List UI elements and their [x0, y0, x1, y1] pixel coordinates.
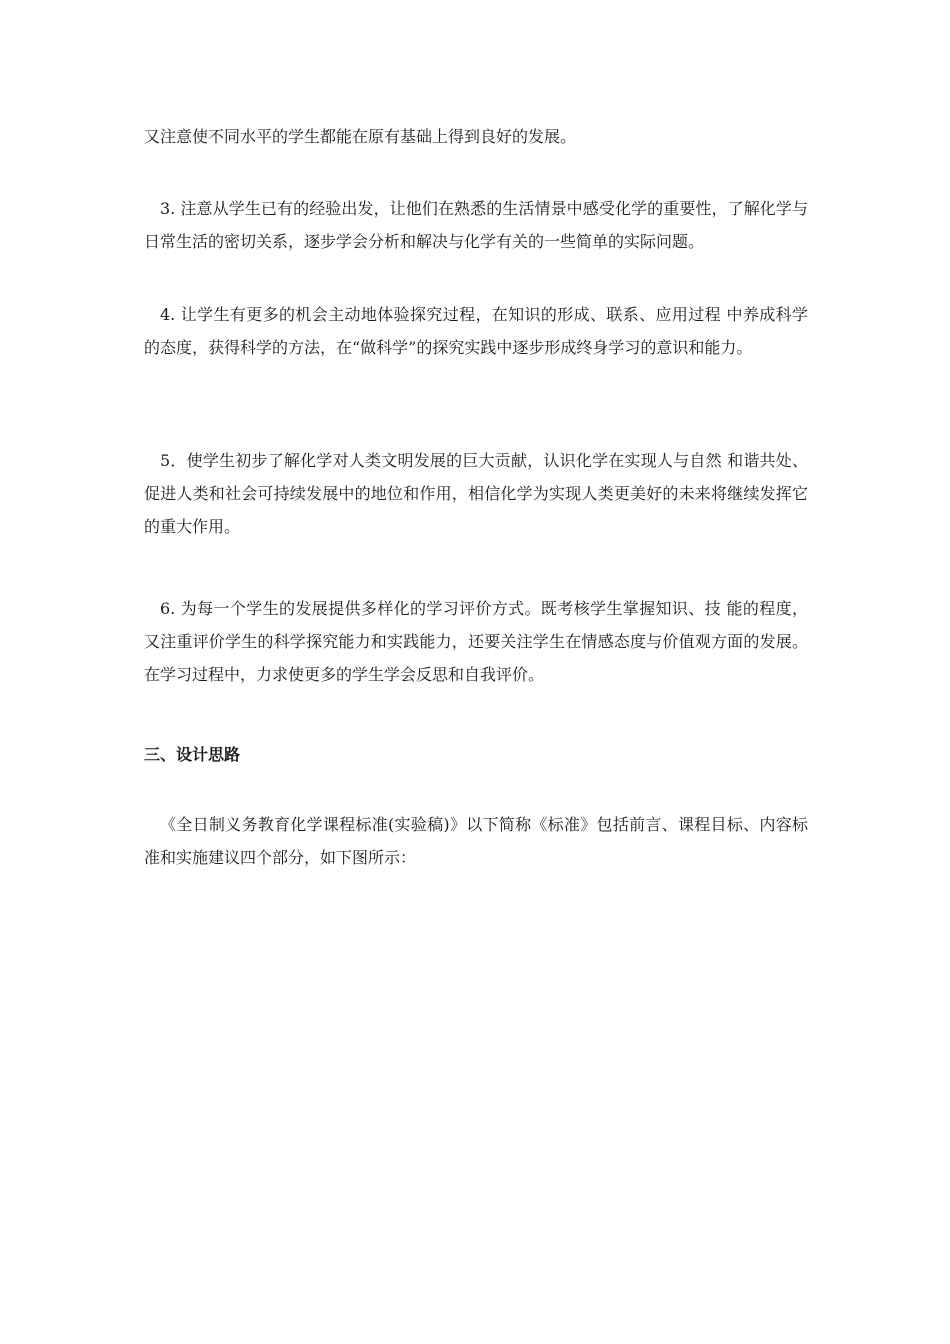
section-body-paragraph: 《全日制义务教育化学课程标准(实验稿)》以下简称《标准》包括前言、课程目标、内容标准和实施建议四个部分，如下图所示：	[144, 815, 808, 867]
item-paragraph-4: 4. 让学生有更多的机会主动地体验探究过程，在知识的形成、联系、应用过程 中养成科学的态度，获得科学的方法，在“做科学”的探究实践中逐步形成终身学习的意识和能力。	[144, 305, 808, 357]
item-paragraph-5: 5．使学生初步了解化学对人类文明发展的巨大贡献，认识化学在实现人与自然 和谐共处、促进人类和社会可持续发展中的地位和作用，相信化学为实现人类更美好的未来将继续发挥它的重大作用。	[144, 451, 808, 536]
section-heading: 三、设计思路	[144, 745, 241, 764]
item-paragraph-3: 3. 注意从学生已有的经验出发，让他们在熟悉的生活情景中感受化学的重要性，了解化学与日常生活的密切关系，逐步学会分析和解决与化学有关的一些简单的实际问题。	[144, 199, 808, 251]
item-paragraph-6: 6. 为每一个学生的发展提供多样化的学习评价方式。既考核学生掌握知识、技 能的程度，又注重评价学生的科学探究能力和实践能力，还要关注学生在情感态度与价值观方面的发展。在学习过程中，力求使更多的学生学会反思和自我评价。	[144, 599, 808, 684]
continuation-paragraph: 又注意使不同水平的学生都能在原有基础上得到良好的发展。	[144, 127, 577, 146]
